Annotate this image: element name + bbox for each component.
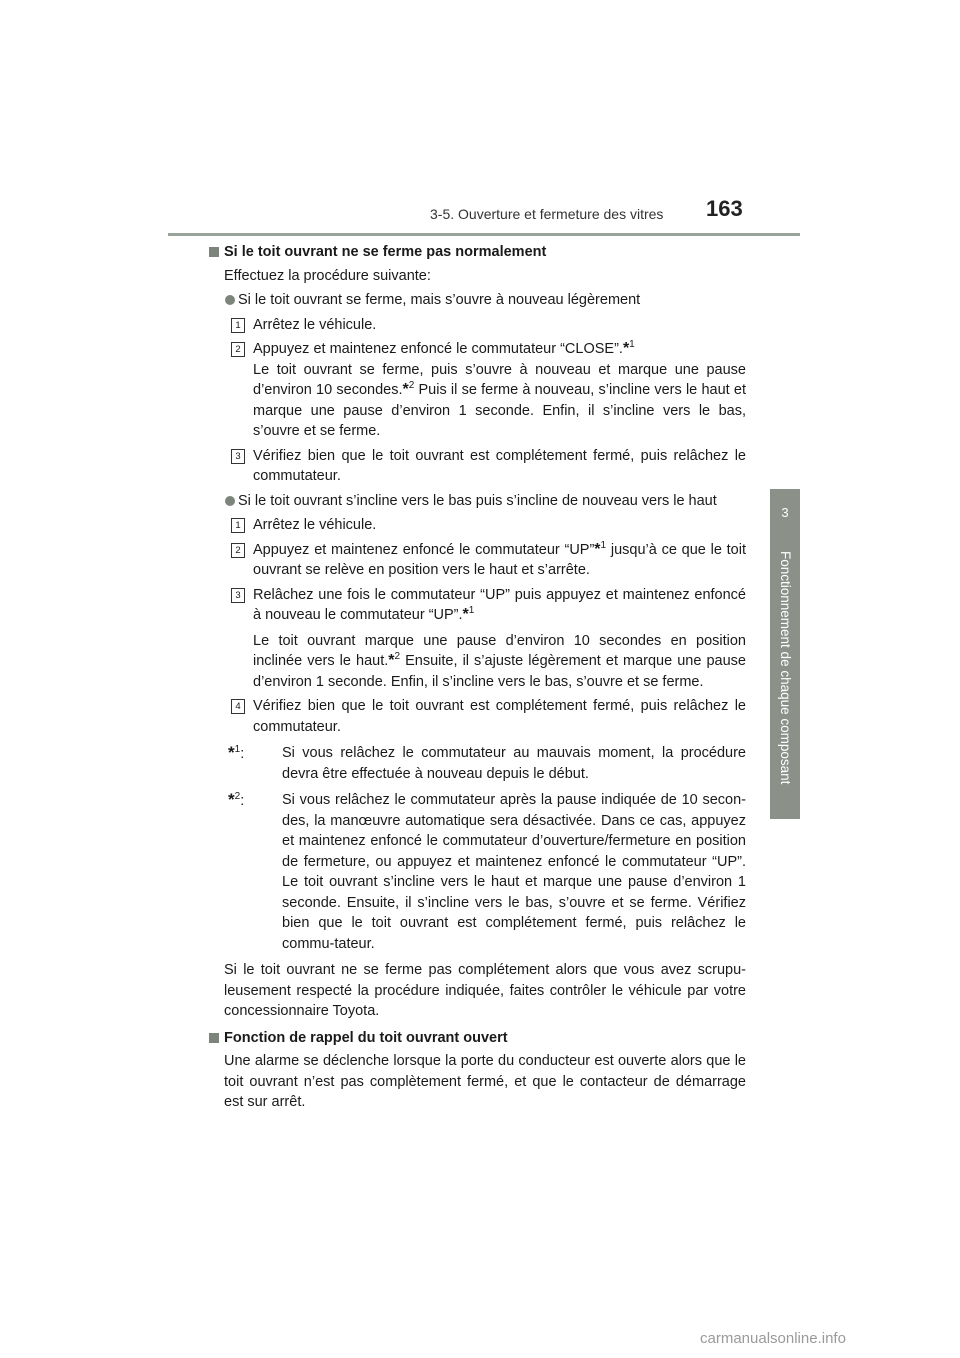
step-number: 3 — [231, 588, 245, 603]
step-text: Appuyez et maintenez enfoncé le commutateur “CLOSE”. — [253, 341, 623, 357]
step-text: Appuyez et maintenez enfoncé le commutateur “UP” — [253, 541, 595, 558]
step-text: Le toit ouvrant marque une pause d’environ 10 secondes en position inclinée vers le haut. — [253, 632, 746, 669]
chapter-side-tab — [770, 489, 800, 819]
procedure-step — [206, 696, 746, 737]
page-header-title: 3-5. Ouverture et fermeture des vitres — [430, 206, 664, 222]
section-heading-text: Si le toit ouvrant ne se ferme pas normalement — [224, 244, 547, 260]
step-number: 1 — [231, 518, 245, 533]
procedure-step — [206, 339, 746, 442]
footnote-number: 2 — [234, 791, 241, 803]
step-number: 3 — [231, 449, 245, 464]
footnote-marker: *$^1$: — [228, 743, 245, 762]
step-text: Arrêtez le véhicule. — [253, 517, 377, 533]
footnote-text: Si vous relâchez le commutateur au mauvais moment, la procédure devra être effectuée à nouveau depuis le début. — [282, 745, 746, 782]
step-text: Puis il se ferme à nouveau, s’incline vers le haut et marque une pause d’environ 1 seconde. Enfin, il s’incline vers le bas, s’ouvre et se ferme. — [253, 382, 746, 439]
step-continuation — [253, 631, 746, 693]
footnote-star: * — [388, 652, 395, 669]
procedure-step — [206, 515, 746, 536]
page-content — [206, 242, 746, 1113]
procedure-step — [206, 315, 746, 336]
footnote-star: * — [462, 606, 469, 623]
footnote-ref: 2 — [408, 380, 415, 392]
step-text: Arrêtez le véhicule. — [253, 316, 377, 333]
step-text: Vérifiez bien que le toit ouvrant est complétement fermé, puis relâchez le commutateur. — [253, 447, 746, 484]
section-heading — [206, 1028, 746, 1049]
step-text: jusqu’à ce que le toit ouvrant se relève en position vers le haut et s’arrête. — [253, 541, 746, 578]
footnote — [206, 790, 746, 954]
section-heading — [206, 242, 746, 263]
step-number: 1 — [231, 318, 245, 333]
case-bullet — [206, 290, 746, 311]
square-bullet-icon — [209, 247, 219, 257]
header-rule — [168, 233, 800, 236]
step-text: Vérifiez bien que le toit ouvrant est complétement fermé, puis relâchez le commutateur. — [253, 698, 746, 735]
footnote-marker: *$^2$: — [228, 790, 245, 809]
footnote-star: * — [402, 381, 409, 398]
procedure-step — [206, 540, 746, 581]
circle-bullet-icon — [225, 295, 235, 305]
footnote-star: * — [228, 743, 235, 762]
step-text: Relâchez une fois le commutateur “UP” puis appuyez et maintenez enfoncé à nouveau le commutateur “UP”. — [253, 586, 746, 623]
step-number: 2 — [231, 543, 245, 558]
footnote — [206, 743, 746, 784]
footnote-ref: 2 — [394, 651, 401, 663]
section-intro: Effectuez la procédure suivante: — [224, 267, 431, 284]
section-heading-text: Fonction de rappel du toit ouvrant ouvert — [224, 1029, 508, 1046]
footnote-text: Si vous relâchez le commutateur après la pause indiquée de 10 secon-des, la manœuvre automatique sera désactivée. Dans ce cas, appuyez et maintenez enfoncé le commutateur d’ouverture/fermeture en position de fermeture, ou appuyez et maintenez enfoncé le commutateur “UP”. Le toit ouvrant s’incline vers le haut et marque une pause d’environ 1 seconde. Ensuite, il s’incline vers le bas, s’ouvre et se ferme. Vérifiez bien que le toit ouvrant est complétement fermé, puis relâchez le commu-tateur. — [282, 792, 746, 952]
case-bullet-text: Si le toit ouvrant se ferme, mais s’ouvre à nouveau légèrement — [238, 292, 641, 308]
closing-paragraph: Si le toit ouvrant ne se ferme pas complétement alors que vous avez scrupu-leusement respecté la procédure indiquée, faites contrôler le véhicule par votre concessionnaire Toyota. — [224, 962, 746, 1019]
footnote-ref: 1 — [629, 339, 635, 351]
page-number: 163 — [706, 196, 743, 221]
watermark: carmanualsonline.info — [700, 1330, 846, 1347]
footnote-ref: 1 — [468, 605, 475, 617]
footnote-star: * — [622, 340, 630, 357]
step-number: 4 — [231, 699, 245, 714]
chapter-number: 3 — [781, 505, 789, 520]
footnote-star: * — [594, 540, 601, 558]
chapter-label: Fonctionnement de chaque composant — [778, 551, 793, 785]
footnote-star: * — [228, 790, 235, 809]
circle-bullet-icon — [225, 496, 235, 506]
step-number: 2 — [231, 342, 245, 357]
footnote-ref: 1 — [600, 539, 607, 551]
footnote-number: 1 — [234, 744, 241, 756]
square-bullet-icon — [209, 1033, 219, 1043]
step-text: Le toit ouvrant se ferme, puis s’ouvre à nouveau et marque une pause d’environ 10 secondes. — [253, 361, 746, 398]
procedure-step — [206, 585, 746, 693]
section-body: Une alarme se déclenche lorsque la porte du conducteur est ouverte alors que le toit ouvrant n’est pas complètement fermé, et que le contacteur de démarrage est sur arrêt. — [224, 1053, 746, 1110]
case-bullet-text: Si le toit ouvrant s’incline vers le bas puis s’incline de nouveau vers le haut — [238, 492, 717, 509]
case-bullet — [206, 491, 746, 512]
procedure-step — [206, 446, 746, 487]
step-text: Ensuite, il s’ajuste légèrement et marque une pause d’environ 1 seconde. Enfin, il s’incline vers le bas, s’ouvre et se ferme. — [253, 653, 746, 690]
